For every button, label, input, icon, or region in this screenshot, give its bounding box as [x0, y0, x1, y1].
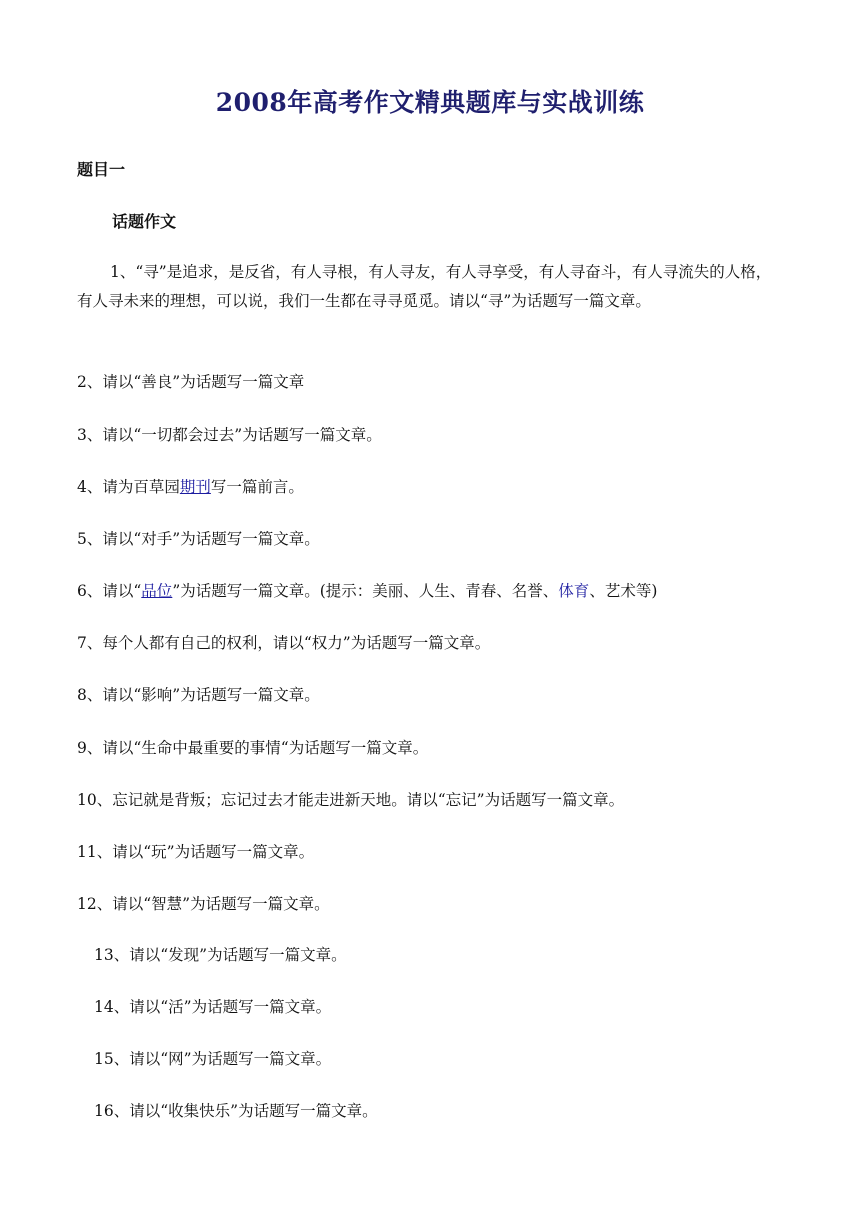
- topic-item-8: 8、请以“影响”为话题写一篇文章。: [77, 686, 320, 704]
- topic-item-4-text-before: 4、请为百草园: [77, 478, 180, 496]
- topic-item-3: 3、请以“一切都会过去”为话题写一篇文章。: [77, 426, 382, 444]
- topic-item-7: 7、每个人都有自己的权利，请以“权力”为话题写一篇文章。: [77, 634, 491, 652]
- topic-item-11: 11、请以“玩”为话题写一篇文章。: [77, 843, 315, 861]
- topic-item-13: 13、请以“发现”为话题写一篇文章。: [94, 946, 347, 964]
- topic-item-10: 10、忘记就是背叛；忘记过去才能走进新天地。请以“忘记”为话题写一篇文章。: [77, 791, 625, 809]
- topic-item-6-part1: 6、请以“: [77, 582, 142, 600]
- topic-item-4: [77, 473, 783, 502]
- document-title: 2008年高考作文精典题库与实战训练: [215, 88, 645, 117]
- sub-heading: 话题作文: [112, 212, 177, 231]
- topic-item-5: 5、请以“对手”为话题写一篇文章。: [77, 530, 320, 548]
- topic-item-14: 14、请以“活”为话题写一篇文章。: [94, 998, 332, 1016]
- taste-link[interactable]: 品位: [141, 582, 173, 600]
- topic-item-2: 2、请以“善良”为话题写一篇文章: [77, 373, 305, 391]
- topic-item-4-text-after: 写一篇前言。: [210, 478, 304, 496]
- topic-item-1: 1、“寻”是追求，是反省，有人寻根，有人寻友，有人寻享受，有人寻奋斗，有人寻流失的人格，有人寻未来的理想，可以说，我们一生都在寻寻觅觅。请以“寻”为话题写一篇文章。: [77, 263, 772, 310]
- topic-item-16: 16、请以“收集快乐”为话题写一篇文章。: [94, 1102, 378, 1120]
- journal-link[interactable]: 期刊: [179, 478, 211, 496]
- sports-link[interactable]: 体育: [558, 582, 590, 600]
- topic-item-9: 9、请以“生命中最重要的事情“为话题写一篇文章。: [77, 739, 429, 757]
- topic-item-12: 12、请以“智慧”为话题写一篇文章。: [77, 895, 330, 913]
- topic-item-6: [77, 577, 783, 606]
- section-heading: 题目一: [77, 160, 126, 179]
- topic-item-6-part2: ”为话题写一篇文章。(提示：美丽、人生、青春、名誉、: [172, 582, 559, 600]
- topic-item-6-part3: 、艺术等): [589, 582, 658, 600]
- topic-item-15: 15、请以“网”为话题写一篇文章。: [94, 1050, 332, 1068]
